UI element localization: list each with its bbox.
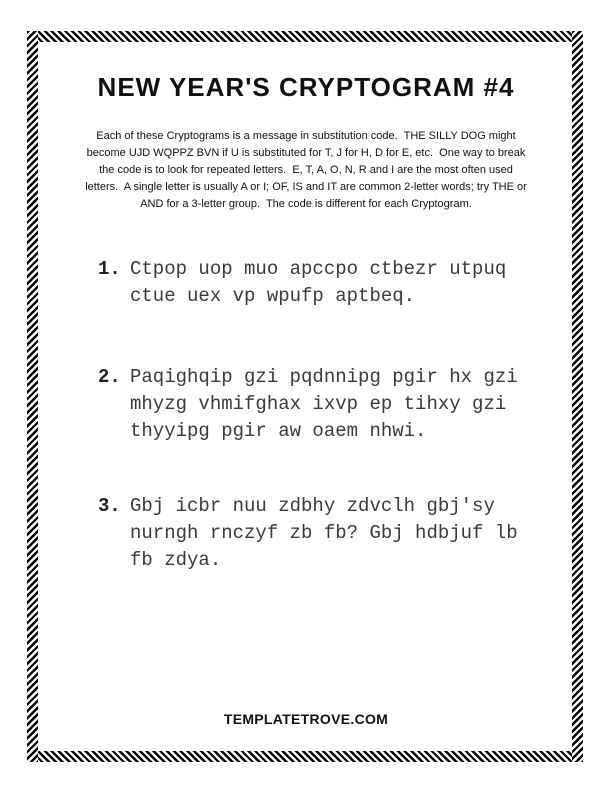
page-border-right: [572, 31, 583, 762]
puzzle-list: [98, 256, 573, 574]
cipher-line: fb zdya.: [130, 549, 222, 571]
page-title: NEW YEAR'S CRYPTOGRAM #4: [97, 72, 515, 102]
instructions-line: become UJD WQPPZ BVN if U is substituted for T, J for H, D for E, etc. One way to break: [86, 147, 526, 159]
page-border-bottom: [27, 751, 583, 762]
footer-site-credit: TEMPLATETROVE.COM: [223, 711, 389, 727]
puzzle-cipher-text: [130, 256, 506, 310]
page-border-left: [27, 31, 38, 762]
page-border-top: [27, 31, 583, 42]
puzzle-item: [98, 256, 573, 310]
instructions-line: AND for a 3-letter group. The code is different for each Cryptogram.: [140, 198, 472, 210]
cipher-line: mhyzg vhmifghax ixvp ep tihxy gzi: [130, 393, 507, 415]
puzzle-item: [98, 493, 573, 574]
puzzle-number: 2.: [98, 366, 121, 388]
puzzle-number: 1.: [98, 258, 121, 280]
instructions-line: letters. A single letter is usually A or I; OF, IS and IT are common 2-letter words; try THE or: [85, 181, 527, 193]
cipher-line: nurngh rnczyf zb fb? Gbj hdbjuf lb: [130, 522, 518, 544]
cipher-line: Paqighqip gzi pqdnnipg pgir hx gzi: [130, 366, 518, 388]
cipher-line: Gbj icbr nuu zdbhy zdvclh gbj'sy: [130, 495, 495, 517]
cipher-line: Ctpop uop muo apccpo ctbezr utpuq: [130, 258, 507, 280]
instructions-line: the code is to look for repeated letters. E, T, A, O, N, R and I are the most often used: [99, 164, 513, 176]
instructions-line: Each of these Cryptograms is a message in substitution code. THE SILLY DOG might: [96, 130, 516, 142]
instructions-paragraph: [56, 128, 556, 213]
puzzle-number: 3.: [98, 495, 121, 517]
cipher-line: thyyipg pgir aw oaem nhwi.: [130, 420, 427, 442]
cipher-line: ctue uex vp wpufp aptbeq.: [130, 285, 416, 307]
puzzle-cipher-text: [130, 364, 518, 445]
puzzle-cipher-text: [130, 493, 518, 574]
puzzle-item: [98, 364, 573, 445]
